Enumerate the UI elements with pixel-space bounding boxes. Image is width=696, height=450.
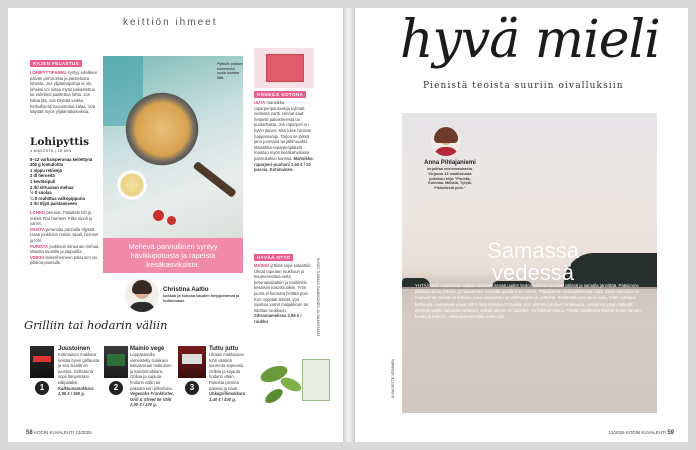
recipe-servings: 4 ANNOSTA | 15 MIN [30, 149, 72, 153]
product-price-3: Uhkagrillimakkara 3,40 € / 400 g. [209, 391, 246, 402]
side-credit-1: KUVAT TUOMAS SAUKKONEN JA VALMISTAJAT [316, 258, 320, 337]
kokeile-product: Mansikka-raparperi-puuhani 2,50 € / 20 pussia. Kotimainen. [254, 155, 314, 173]
author-info [163, 286, 245, 303]
product-image-1 [30, 346, 54, 378]
kokeile-text-block [254, 100, 314, 173]
side-credit: KUVA SETTE VESANEN [391, 358, 395, 398]
publication: 13/2025 KODIN KUVALEHTI [608, 430, 667, 435]
intro-lead: LOHIPYTTIPANNU [30, 70, 67, 75]
page-number: 59 [667, 430, 674, 436]
author-name: Anna Pihlajaniemi [424, 160, 476, 166]
ingredient-item: 1 nippu retiisejä [30, 167, 62, 173]
ingredient-list [30, 157, 100, 207]
step-text: joukkoon sitruunan mehua. Mausta suolalla ja pippurilla. [30, 243, 100, 255]
hyvaa-lead: MAINIO [254, 263, 270, 268]
product-block-2 [130, 346, 174, 408]
author-name: Christina Aaltio [163, 286, 209, 293]
kokeile-text: mansikka-raparperipeuraasija kylmää vedessä vartti. Hinnat saat helposti pakastimesta tai puutarhasta. Jos raparperi on hyvin jäinen, siitä tulee hieman happamampi. Tarjoa se jäissä jano-juomana tai jälkiruuaksi. Mansikka-raparperijäätelö maistuu myös kesäkahvilassa pannukakun kanssa. [254, 100, 312, 161]
tomato-icon [153, 210, 164, 221]
leaf-shape [263, 386, 285, 406]
tea-product-image [254, 48, 314, 88]
step-lead: PURISTA [30, 243, 49, 249]
author-avatar [125, 278, 159, 312]
recipe-steps [30, 210, 100, 266]
right-page [355, 8, 688, 442]
page-number: 58 [26, 430, 33, 436]
body-paragraph: YHTÄÄKKIÄ maailmaan saapuu keskellä kesää uuden tiedon tullessa vuosien välissä ja samalla jännittää. Pääsimme pitkästä aikaa yhteen, ja nauroimme samoille jutuille kuin ennen. Päädyimme keskustelemaan siitä, miten kasvatus on muovannut meistä ne ihmiset, joina toimimme nyt vanhempina ja ystävinä. Keskustelussa nousi esiin, miten samaan kulttuuriin kasvaneet voivat silti kokea elämän eri tavalla. Kun olimme jutelleet tuntikausia, ymmärsin jotain tärkeää: olemme kaikki samassa vedessä, vaikka uimme eri suuntiin. Se lohdutti minua. Päivän päätteeksi kävelin kotiin rannan kautta ja katsoin, miten aurinko laski veden ylle. [415, 283, 641, 320]
product-title-3: Tuttu juttu [209, 346, 239, 352]
body-text [415, 283, 647, 320]
kokeile-lead: UUTA [254, 100, 266, 105]
product-block-1 [58, 346, 100, 397]
ingredient-item: 2 rkl sitruunan mehua [30, 184, 74, 190]
recipe-step [30, 210, 100, 227]
tomato-icon [167, 216, 176, 225]
kokeile-label: KOKEILE KOTONA [254, 91, 306, 98]
product-image-3 [178, 346, 206, 378]
caption-band: Mehevä pannullinen syntyy hävikkipotuista ja rapeista kesäkasviksista. [103, 238, 243, 273]
product-number-3: 3 [185, 381, 199, 395]
left-page [8, 8, 343, 442]
hyvaa-product: Sitruunamelissa 2,95 € / ruukku [254, 313, 302, 324]
intro-block [30, 52, 98, 115]
section-title: keittiön ihmeet [123, 17, 218, 28]
frying-pan [121, 88, 203, 170]
author-bio: kirjoittaa mielenrauhasta. Kirjassa 12 maaliskuuta julkaistu kirja "Pimeää, Kolmiaa. Mähkiä, Tyhjiä. Pikkutiesiä pois." [427, 167, 473, 191]
hero-photo [103, 56, 243, 246]
author-bio: kokkaa ja kokoaa kauden helppoimmat ja hulluimmat. [163, 293, 240, 303]
ingredient-item: 300 g loimulohta [30, 162, 64, 168]
package-stripe [33, 356, 51, 362]
step-text: Sokeriherneen palat sen voi pilkkoa pannulle. [30, 254, 98, 266]
step-text: perunat. Paloittele loh ja retiisit. Rivi herneet. Pilko sipuli ja varret. [30, 209, 93, 227]
ingredient-item: ¼ tl rouhittua valkopippuria [30, 195, 85, 201]
product-image-2 [104, 346, 128, 378]
grill-title: Grilliin tai hodarin väliin [24, 318, 168, 332]
package-stripe [182, 354, 202, 364]
product-block-3 [209, 346, 249, 402]
hyvaa-label: HYVÄÄ OTTO [254, 254, 293, 261]
hyvaa-text: yrttiinä sopii salaattiin. Oksat rapeaan ruukkuun ja kuumennettua vettä perunasalaattiin ja muihinkin kesäisiin kasvisruokiin. Yrtin juurta ei kannata heittää pois. Kun nyppäät lehdet, voit sijoittaa varret maljakkoon tai istuttaa ruukkuun. [254, 263, 312, 313]
publication: KODIN KUVALEHTI 13/2025 [33, 430, 92, 435]
herb-pot-shape [302, 359, 330, 401]
step-text: perunoita pannulla öljyssä. Lisää joukkoon retiisit, sipuli, herneet ja lohi. [30, 226, 99, 243]
ingredient-item: 1 kevätsipuli [30, 178, 56, 184]
ingredient-item: 2 rkl öljyä paistamiseen [30, 201, 78, 207]
product-number-1: 1 [35, 381, 49, 395]
step-lead: VINKKI [30, 254, 45, 260]
recipe-title: Lohipyttis [30, 136, 90, 148]
recipe-block [30, 136, 100, 266]
photo-caption: Pyttisiin pääsee kommentoi uusia tuoretta tilliä. [217, 62, 243, 80]
author-info [421, 160, 479, 191]
intro-text: syntyy edellisen päivän perunoista ja paistetusta lohesta. Jos ylijäämäpaloja ei ole, loheksi voi ostaa myös pakastettua tai valmiiksi paistettua lohta. Jos kalaa jää, voit käyttää vaikka herkullisesti savustettua kalaa. Voit käyttää myös ylijäämäkasviksia. [30, 70, 98, 115]
package-stripe [107, 354, 125, 366]
step-lead: PAISTA [30, 226, 45, 232]
hair-shape [434, 127, 458, 143]
product-title-1: Juustoinen [58, 346, 91, 352]
right-footer [608, 430, 674, 436]
product-title-2: Mainio vege [130, 346, 165, 352]
recipe-step [30, 227, 100, 244]
subtitle: Pienistä teoista suuriin oivalluksiin [423, 81, 624, 91]
tea-box-shape [266, 54, 304, 82]
hyvaa-text-block [254, 263, 312, 325]
hair-shape [132, 280, 152, 294]
headline: Samassa vedessä [487, 238, 579, 285]
product-text-2: Leppäsavulla viimeistelty makkara kasvisruuan makuinen ja kasvismakkara. Grillaa ja sujauta hodarin väliin tai pakasta sen pilkottuna. [130, 352, 173, 391]
step-lead: LOHKO [30, 209, 46, 215]
shoulders-shape [129, 302, 155, 312]
herb-image [254, 353, 334, 423]
page-gutter [343, 8, 355, 442]
author-avatar [431, 126, 461, 156]
product-text-3: Uhaasi makkaraan tuhti väärinä suurenta sopivasti. Grillaa ja sujauta hodarin väliin. Pakasta pieninä paloina ja nauti. [209, 352, 244, 391]
pan-handle [193, 161, 237, 198]
big-title: hyvä mieli [400, 10, 660, 70]
product-number-2: 2 [109, 381, 123, 395]
side-credit-wrap [391, 338, 397, 418]
lemon-bowl [117, 170, 147, 200]
shoulders-shape [434, 147, 458, 156]
left-footer [26, 430, 92, 436]
ingredient-item: ½ tl suolaa [30, 190, 52, 196]
product-text-1: Kotimainen makkara kestää hyvin grillausta ja sen sisällä on juustoa. Grillattuna sopii lämpimäksi välipalaksi. [58, 352, 100, 385]
product-price-1: Kalkkunamakkara 2,95 € / 360 g. [58, 385, 94, 397]
ingredient-item: 2 dl herneitä [30, 173, 55, 179]
recipe-step [30, 255, 100, 266]
product-price-2: Vegenaks Frankfurter, Grill & Street 5e Välit 2,50 € / 220 g. [130, 391, 174, 408]
intro-label: RAJEN PELASTUS [30, 60, 82, 67]
recipe-step [30, 244, 100, 255]
ingredient-item: 8–12 varhaisperunaa keitettynä [30, 156, 93, 162]
